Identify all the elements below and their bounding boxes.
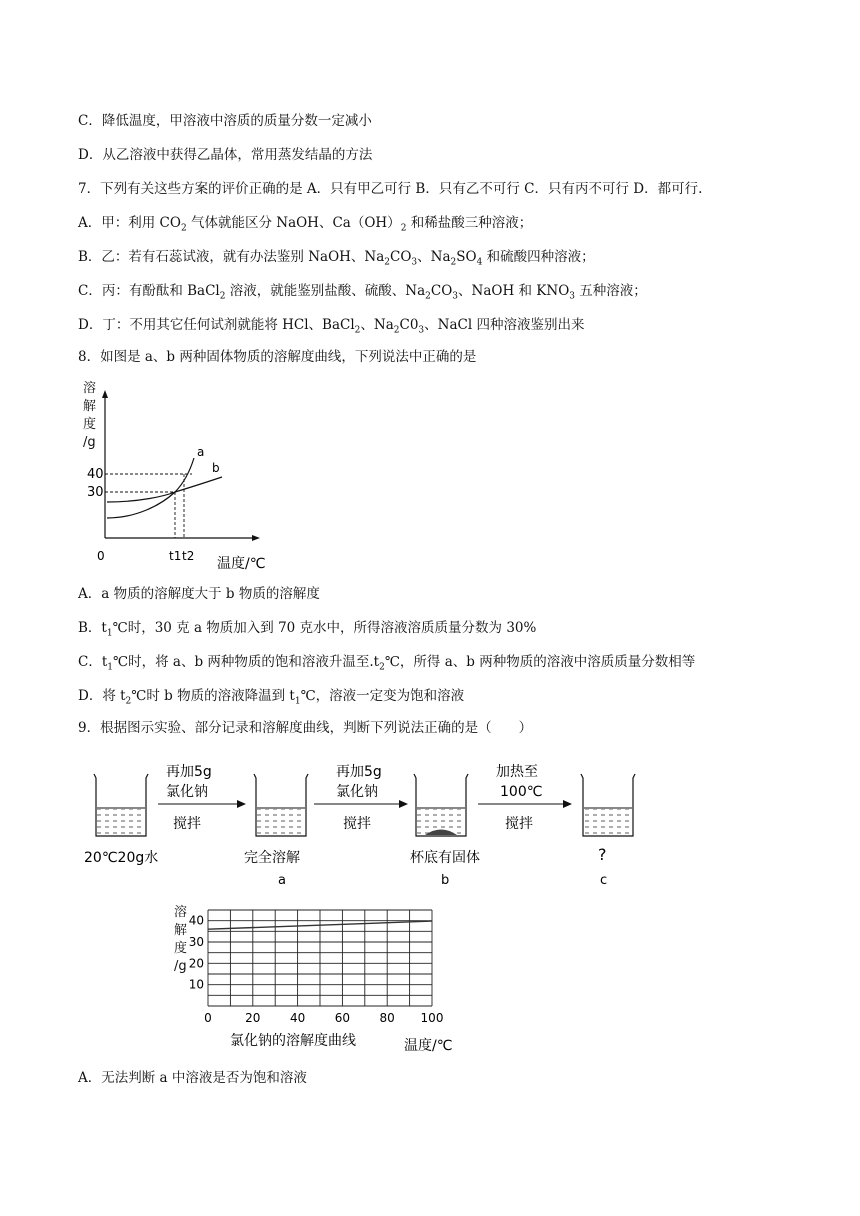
text: 、NaOH 和 KNO [458, 283, 570, 299]
x-tick-label: 60 [334, 1011, 351, 1025]
text: CO [390, 249, 412, 265]
subscript: 3 [452, 291, 459, 302]
text: ℃时，30 克 a 物质加入到 70 克水中，所得溶液溶质质量分数为 30% [112, 620, 537, 636]
curve-b-label: b [212, 461, 220, 475]
x-tick-label: 40 [289, 1011, 306, 1025]
text: C0 [399, 317, 419, 333]
subscript: 1 [107, 662, 113, 673]
arrow-1-head-icon [237, 800, 246, 808]
x-tick-label: 0 [204, 1011, 212, 1025]
tick-label-30: 30 [87, 485, 104, 500]
q7-option-a [78, 214, 532, 238]
q8-option-a [78, 585, 320, 603]
beaker-c [581, 774, 635, 836]
x-axis-label: 温度/℃ [217, 556, 266, 572]
question-8 [78, 348, 476, 366]
q8-option-b [78, 619, 536, 643]
ylabel-char: 解 [174, 923, 188, 938]
subscript: 2 [393, 325, 400, 336]
text: 、Na [360, 317, 394, 333]
beaker-a-tag: a [278, 873, 286, 888]
curve-a [107, 458, 194, 518]
arrow-3-label-1: 加热至 [496, 764, 538, 780]
text: ℃，溶液一定变为饱和溶液 [300, 688, 465, 704]
beaker-c-caption: ? [598, 845, 607, 864]
chart-caption: 氯化钠的溶解度曲线 [230, 1033, 356, 1049]
y-tick-label: 20 [188, 956, 204, 971]
subscript: 2 [180, 223, 187, 234]
y-axis-arrow-icon [102, 390, 108, 398]
beaker-a [254, 774, 308, 836]
beaker-0 [94, 774, 148, 836]
arrow-3-head-icon [563, 800, 572, 808]
x-tick-label: 20 [245, 1011, 261, 1025]
ylabel-char: 度 [83, 417, 97, 432]
text: C．t [78, 654, 108, 670]
beaker-a-caption: 完全溶解 [244, 850, 300, 866]
q7-option-c [78, 282, 647, 306]
text: D．将 t [78, 688, 126, 704]
y-tick-label: 30 [188, 935, 204, 949]
q9-option-a [78, 1069, 307, 1087]
option-text: C．降低温度，甲溶液中溶质的质量分数一定减小 [78, 113, 372, 129]
subscript: 3 [418, 325, 425, 336]
question-7 [78, 180, 702, 198]
subscript: 3 [411, 257, 418, 268]
text: ℃，所得 a、b 两种物质的溶液中溶质质量分数相等 [384, 654, 696, 670]
arrow-2-head-icon [399, 800, 408, 808]
text: D．丁：不用其它任何试剂就能将 HCl、BaCl [78, 317, 355, 333]
subscript: 2 [384, 257, 391, 268]
ylabel-char: /g [174, 959, 187, 974]
text: ℃时，将 a、b 两种物质的饱和溶液升温至.t [113, 654, 380, 670]
text: B．乙：若有石蕊试液，就有办法鉴别 NaOH、Na [78, 249, 385, 265]
origin-label: 0 [97, 549, 105, 563]
text: SO [456, 249, 477, 265]
arrow-2-label-1: 再加5g [336, 764, 382, 780]
text: 气体就能区分 NaOH、Ca（OH） [186, 215, 401, 231]
arrow-1-label-3: 搅拌 [173, 816, 201, 832]
arrow-1-label-1: 再加5g [166, 764, 212, 780]
text: 五种溶液； [575, 283, 647, 299]
subscript: 2 [400, 223, 407, 234]
chart-xlabel: 温度/℃ [404, 1038, 453, 1054]
chart-ticks [189, 914, 444, 1025]
text: 溶液，就能鉴别盐酸、硫酸、Na [225, 283, 426, 299]
text: A．a 物质的溶解度大于 b 物质的溶解度 [78, 586, 320, 602]
x-tick-label: 80 [379, 1011, 395, 1025]
x-axis-arrow-icon [252, 535, 260, 541]
question-text: 9．根据图示实验、部分记录和溶解度曲线，判断下列说法正确的是（ ） [78, 720, 533, 736]
x-tick-label: 100 [420, 1011, 444, 1025]
text: 、NaCl 四种溶液鉴别出来 [424, 317, 585, 333]
text: 、Na [417, 249, 451, 265]
beaker-0-caption: 20℃20g水 [84, 850, 159, 866]
beaker-b [414, 774, 468, 836]
text: B．t [78, 620, 107, 636]
option-d-line [78, 146, 372, 164]
q7-option-b [78, 248, 595, 272]
q8-option-c [78, 653, 695, 677]
q8-option-d [78, 687, 464, 711]
nacl-solubility-chart [168, 900, 468, 1060]
curve-a-label: a [197, 445, 205, 459]
chart-grid [208, 910, 432, 1006]
curve-b [107, 477, 222, 502]
subscript: 2 [450, 257, 457, 268]
ylabel-char: /g [83, 435, 96, 450]
option-c-line [78, 112, 372, 130]
y-tick-label: 40 [188, 913, 204, 928]
arrow-1-label-2: 氯化钠 [166, 784, 208, 800]
text: CO [430, 283, 453, 299]
beaker-c-tag: c [600, 873, 608, 888]
ylabel-char: 解 [83, 399, 97, 414]
beaker-experiment-figure [80, 752, 680, 892]
subscript: 2 [219, 291, 226, 302]
beaker-b-caption: 杯底有固体 [410, 850, 480, 866]
t2-label: t2 [182, 549, 195, 563]
text: C．丙：有酚酞和 BaCl [78, 283, 220, 299]
ylabel-char: 度 [174, 941, 188, 956]
subscript: 2 [125, 696, 132, 707]
subscript: 2 [354, 325, 361, 336]
arrow-3-label-3: 搅拌 [505, 816, 533, 832]
y-tick-label: 10 [188, 977, 204, 992]
subscript: 2 [425, 291, 431, 302]
subscript: 1 [106, 628, 113, 639]
arrow-3-label-2: 100℃ [500, 784, 543, 800]
text: A．甲：利用 CO [78, 215, 181, 231]
text: ℃时 b 物质的溶液降温到 t [131, 688, 295, 704]
tick-label-40: 40 [87, 467, 104, 482]
ylabel-char: 溶 [83, 381, 97, 396]
subscript: 2 [379, 662, 385, 673]
arrow-2-label-3: 搅拌 [343, 816, 371, 832]
text: 和稀盐酸三种溶液； [406, 215, 533, 231]
ylabel-char: 溶 [174, 905, 188, 920]
solubility-curve-figure-8 [80, 378, 290, 578]
t1-label: t1 [169, 549, 182, 563]
subscript: 3 [569, 291, 575, 302]
text: A．无法判断 a 中溶液是否为饱和溶液 [78, 1070, 307, 1086]
question-text: 7．下列有关这些方案的评价正确的是 A．只有甲乙可行 B．只有乙不可行 C．只有丙不可行 D．都可行. [78, 181, 703, 197]
option-text: D．从乙溶液中获得乙晶体，常用蒸发结晶的方法 [78, 147, 373, 163]
subscript: 4 [476, 257, 483, 268]
question-9 [78, 719, 532, 737]
question-text: 8．如图是 a、b 两种固体物质的溶解度曲线，下列说法中正确的是 [78, 349, 477, 365]
subscript: 1 [294, 696, 301, 707]
arrow-2-label-2: 氯化钠 [336, 784, 378, 800]
text: 和硫酸四种溶液； [482, 249, 595, 265]
q7-option-d [78, 316, 584, 340]
beaker-b-tag: b [441, 873, 450, 888]
